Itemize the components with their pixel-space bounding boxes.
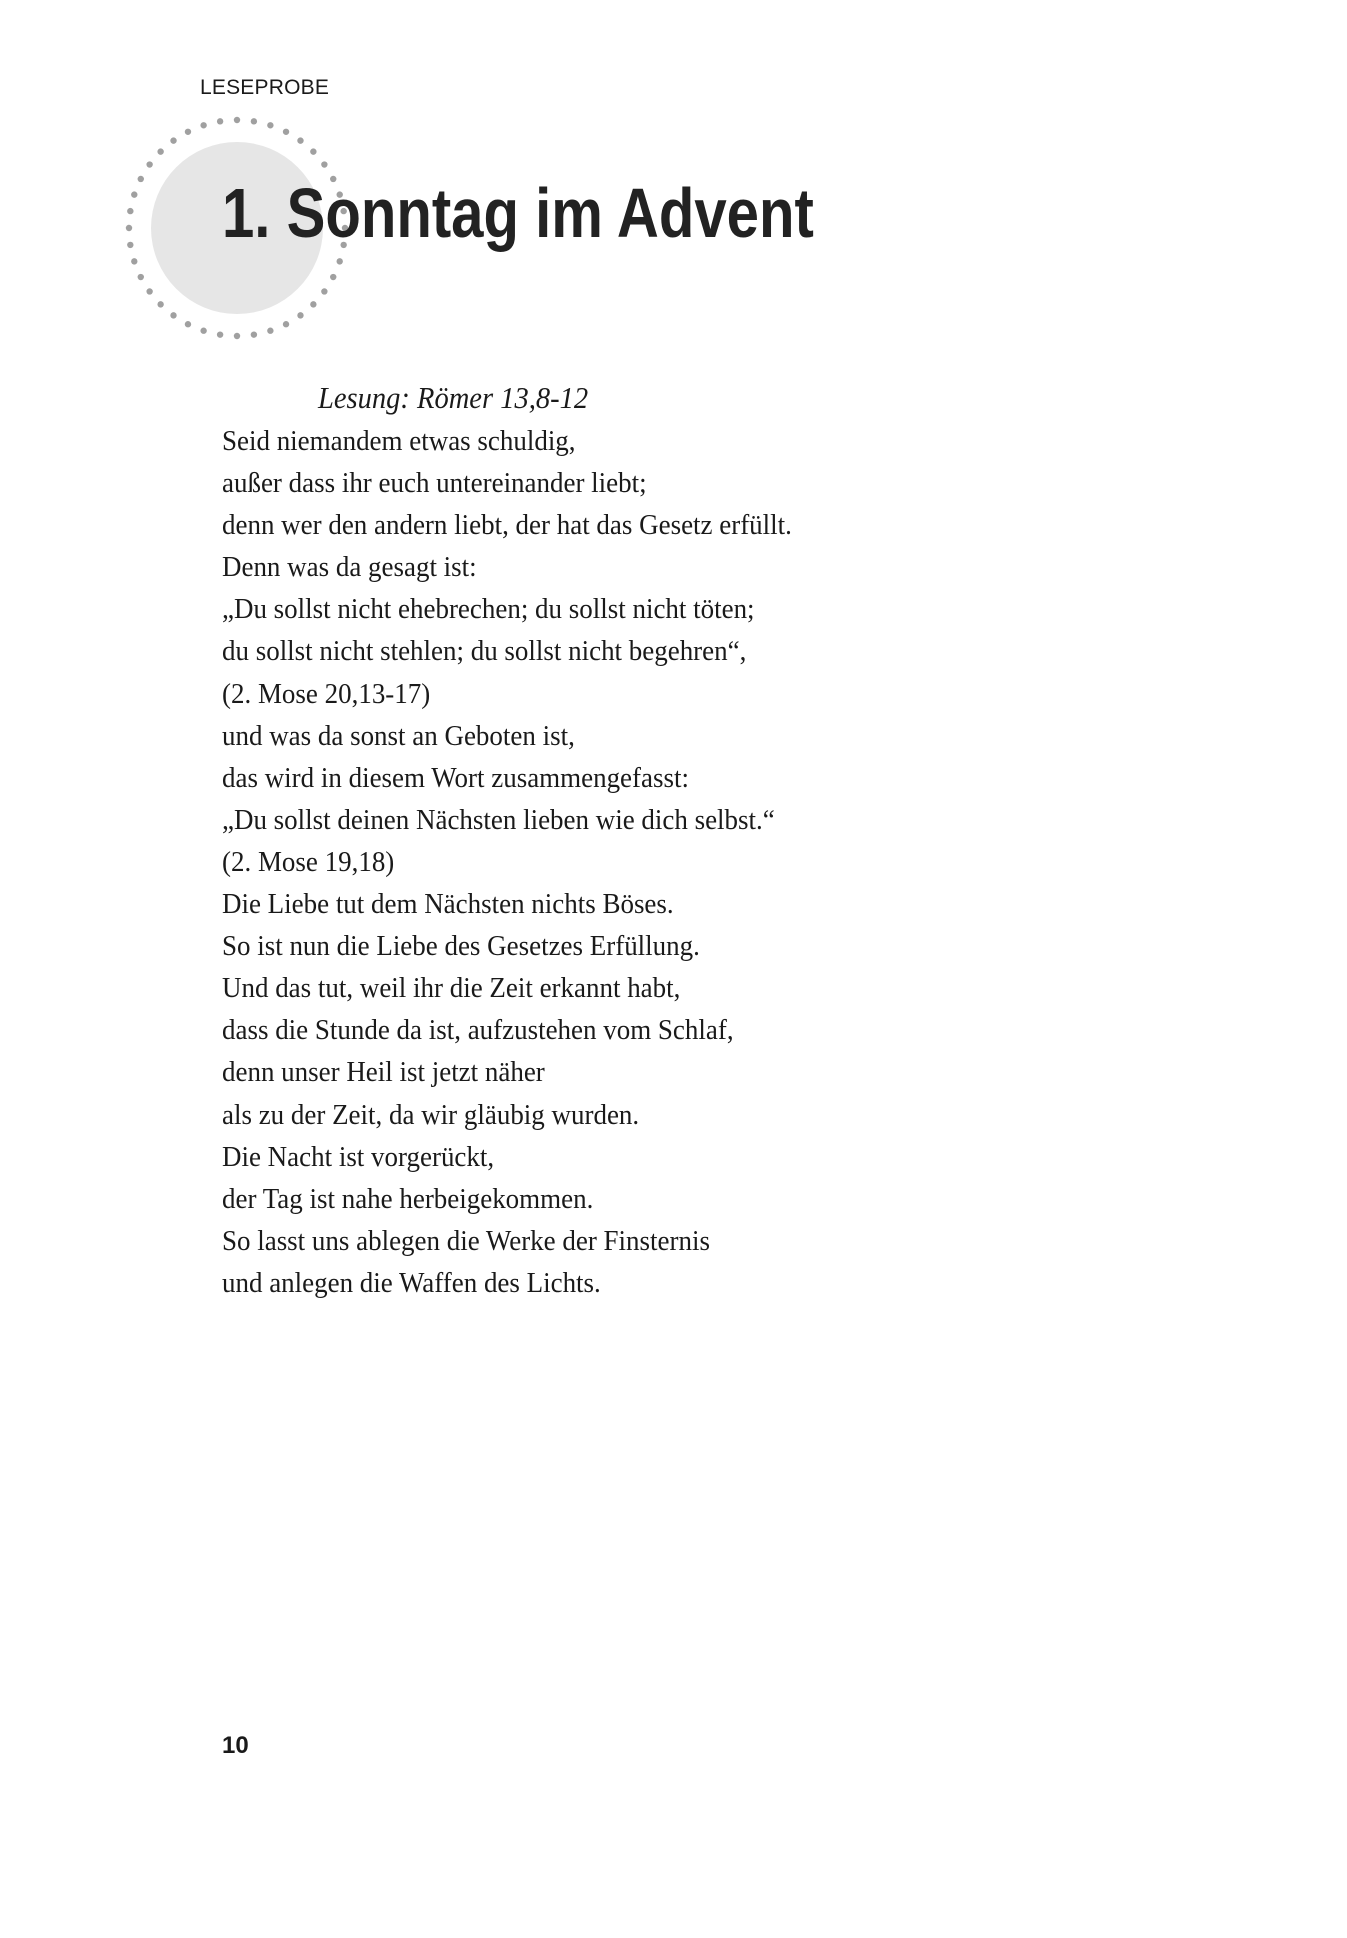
page-number: 10 (222, 1732, 249, 1759)
text-line: und was da sonst an Geboten ist, (222, 719, 575, 752)
text-line: (2. Mose 19,18) (222, 845, 395, 878)
text-line: du sollst nicht stehlen; du sollst nicht begehren“, (222, 635, 747, 668)
text-line: „Du sollst nicht ehebrechen; du sollst nicht töten; (222, 593, 755, 626)
text-line: Die Liebe tut dem Nächsten nichts Böses. (222, 888, 674, 921)
badge-dot (297, 137, 303, 143)
badge-dot (283, 129, 289, 135)
badge-dot (126, 225, 132, 231)
text-line: (2. Mose 20,13-17) (222, 677, 431, 710)
badge-dot (251, 331, 257, 337)
text-line: Seid niemandem etwas schuldig, (222, 425, 576, 457)
badge-dot (170, 312, 176, 318)
text-line: dass die Stunde da ist, aufzustehen vom Schlaf, (222, 1014, 734, 1047)
badge-dot (283, 321, 289, 327)
text-line: denn wer den andern liebt, der hat das Gesetz erfüllt. (222, 509, 792, 542)
badge-dot (200, 122, 206, 128)
badge-dot (321, 288, 327, 294)
text-line: und anlegen die Waffen des Lichts. (222, 1266, 601, 1299)
badge-dot (127, 208, 133, 214)
badge-dot (170, 137, 176, 143)
text-line: als zu der Zeit, da wir gläubig wurden. (222, 1098, 640, 1131)
badge-dot (127, 242, 133, 248)
badge-dot (146, 161, 152, 167)
text-line: Die Nacht ist vorgerückt, (222, 1140, 495, 1173)
badge-dot (310, 301, 316, 307)
text-line: der Tag ist nahe herbeigekommen. (222, 1182, 594, 1215)
badge-dot (200, 328, 206, 334)
badge-dot (185, 129, 191, 135)
badge-dot (217, 118, 223, 124)
scripture-text (222, 420, 835, 1304)
badge-dot (185, 321, 191, 327)
badge-dot (251, 118, 257, 124)
text-line: So lasst uns ablegen die Werke der Finsternis (222, 1224, 710, 1257)
text-line: denn unser Heil ist jetzt näher (222, 1056, 545, 1089)
badge-dot (217, 331, 223, 337)
text-line: Denn was da gesagt ist: (222, 551, 477, 584)
text-line: das wird in diesem Wort zusammengefasst: (222, 761, 689, 794)
badge-dot (131, 191, 137, 197)
badge-dot (131, 258, 137, 264)
text-line: „Du sollst deinen Nächsten lieben wie dich selbst.“ (222, 803, 775, 836)
badge-dot (138, 176, 144, 182)
leseprobe-label: LESEPROBE (200, 76, 330, 99)
chapter-title: 1. Sonntag im Advent (222, 174, 814, 252)
reading-heading: Lesung: Römer 13,8-12 (318, 380, 589, 415)
text-line: außer dass ihr euch untereinander liebt; (222, 467, 647, 500)
badge-dot (297, 312, 303, 318)
badge-dot (157, 148, 163, 154)
text-line: So ist nun die Liebe des Gesetzes Erfüllung. (222, 930, 700, 963)
badge-dot (234, 333, 240, 339)
badge-dot (267, 122, 273, 128)
badge-dot (234, 117, 240, 123)
badge-dot (310, 148, 316, 154)
badge-dot (267, 328, 273, 334)
badge-dot (330, 274, 336, 280)
badge-dot (138, 274, 144, 280)
text-line: Und das tut, weil ihr die Zeit erkannt habt, (222, 972, 681, 1005)
badge-dot (146, 288, 152, 294)
badge-dot (321, 161, 327, 167)
badge-dot (337, 258, 343, 264)
badge-dot (157, 301, 163, 307)
